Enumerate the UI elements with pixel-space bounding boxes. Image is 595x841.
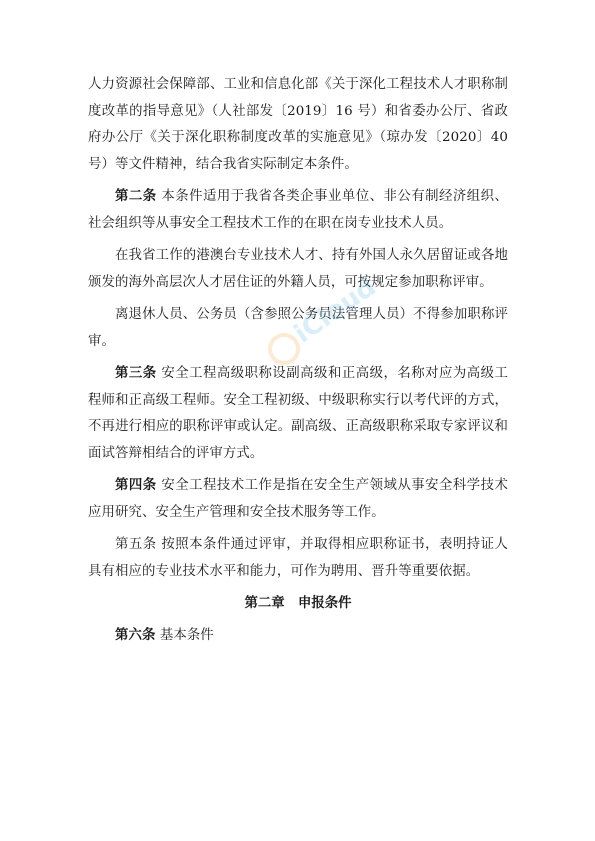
paragraph-text: 安全工程技术工作是指在安全生产领域从事安全科学技术应用研究、安全生产管理和安全技术服务等工作。 xyxy=(88,478,508,520)
article-4 xyxy=(88,473,508,526)
article-number: 第三条 xyxy=(115,366,157,381)
watermark-text: iCloud xyxy=(289,272,382,350)
paragraph-text: 基本条件 xyxy=(155,628,214,643)
paragraph-retired-excluded xyxy=(88,302,508,355)
paragraph-text: 在我省工作的港澳台专业技术人才、持有外国人永久居留证或各地颁发的海外高层次人才居住证的外籍人员，可按规定参加职称评审。 xyxy=(88,248,508,290)
article-2 xyxy=(88,184,508,237)
paragraph-hmt-foreign xyxy=(88,243,508,296)
article-number: 第二条 xyxy=(115,189,157,204)
paragraph-text: 安全工程高级职称设副高级和正高级，名称对应为高级工程师和正高级工程师。安全工程初级、中级职称实行以考代评的方式，不再进行相应的职称评审或认定。副高级、正高级职称采取专家评议和面试答辩相结合的评审方式。 xyxy=(88,366,508,461)
paragraph-text: 本条件适用于我省各类企事业单位、非公有制经济组织、社会组织等从事安全工程技术工作的在职在岗专业技术人员。 xyxy=(88,189,508,231)
paragraph-text: 离退休人员、公务员（含参照公务员法管理人员）不得参加职称评审。 xyxy=(88,307,508,349)
article-6 xyxy=(88,623,508,650)
article-number: 第六条 xyxy=(115,628,156,643)
chapter-heading: 第二章 申报条件 xyxy=(244,596,352,611)
article-5 xyxy=(88,532,508,585)
paragraph-intro-continued xyxy=(88,72,508,178)
article-3 xyxy=(88,361,508,467)
paragraph-text: 人力资源社会保障部、工业和信息化部《关于深化工程技术人才职称制度改革的指导意见》（人社部发〔2019〕16 号）和省委办公厅、省政府办公厅《关于深化职称制度改革的实施意见》（琼办发〔2020〕40 号）等文件精神，结合我省实际制定本条件。 xyxy=(88,77,508,172)
document-body xyxy=(88,72,508,656)
article-number: 第四条 xyxy=(115,478,157,493)
paragraph-text: 第五条 按照本条件通过评审，并取得相应职称证书，表明持证人具有相应的专业技术水平和能力，可作为聘用、晋升等重要依据。 xyxy=(88,537,508,579)
